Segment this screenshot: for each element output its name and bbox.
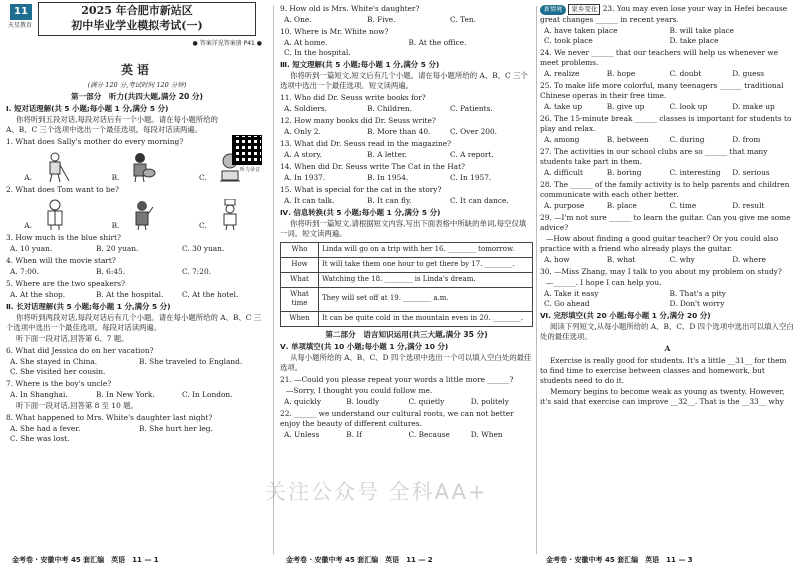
part1-title: 第一部分 听力(共四大题,满分 20 分) (71, 91, 203, 101)
q7-options (10, 390, 268, 400)
q8-options (10, 424, 268, 444)
qr-code-icon[interactable] (232, 135, 262, 165)
q11-option-a[interactable]: A. Soldiers. (284, 103, 328, 113)
question-9: 9. How old is Mrs. White's daughter? (280, 4, 420, 13)
q24-option-d[interactable]: D. guess (732, 69, 765, 79)
guitar-player-icon (122, 151, 162, 183)
doctor-icon (35, 199, 75, 231)
q5-option-a[interactable]: A. At the shop. (10, 290, 66, 300)
q15-option-a[interactable]: A. It can talk. (284, 195, 335, 205)
question-6: 6. What did Jessica do on her vacation? (6, 345, 154, 355)
q21-option-d[interactable]: D. politely (470, 396, 509, 406)
q2-option-b[interactable]: B. (112, 199, 163, 231)
q3-option-b[interactable]: B. 20 yuan. (96, 244, 139, 254)
q15-options (284, 196, 533, 206)
q9-option-c[interactable]: C. Ten. (450, 14, 476, 24)
q23-option-b[interactable]: B. will take place (669, 26, 734, 36)
table-row: What Watching the 18. ________ is Linda's dream. (281, 272, 533, 287)
section4-instructions: 你将听到一篇短文,请根据短文内容,写出下面表格中所缺的单词,每空仅填一词。短文读两遍。 (280, 218, 527, 238)
q2-option-c[interactable]: C. (199, 199, 250, 231)
exam-title-line2: 初中毕业学业模拟考试(一) (71, 19, 203, 32)
q9-option-a[interactable]: A. One. (284, 14, 312, 24)
question-24: 24. We never ______ that our teachers will help us whenever we meet problems. (540, 48, 779, 68)
q25-option-b[interactable]: B. give up (606, 101, 645, 111)
q8-option-b[interactable]: B. She hurt her leg. (139, 423, 213, 433)
q3-option-c[interactable]: C. 30 yuan. (182, 244, 225, 254)
q25-option-a[interactable]: A. take up (544, 101, 583, 111)
q30-option-d[interactable]: D. Don't worry (669, 298, 725, 308)
q15-option-b[interactable]: B. It can fly. (367, 195, 412, 205)
q1-option-a[interactable]: A. (24, 151, 75, 183)
question-15: 15. What is special for the cat in the story? (280, 184, 442, 194)
question-27: 27. The activities in our school clubs are so ______ that many students take part in them. (540, 146, 768, 166)
q6-option-a[interactable]: A. She stayed in China. (10, 356, 98, 366)
q30-option-b[interactable]: B. That's a pity (669, 288, 726, 298)
q10-option-b[interactable]: B. At the office. (408, 37, 467, 47)
new-context-tag: 新情境 (540, 5, 566, 15)
q11-options (284, 104, 533, 114)
subject-title: 英语 (120, 63, 153, 77)
q7-option-b[interactable]: B. In New York. (96, 389, 155, 399)
q30-options (544, 289, 795, 309)
q21-option-a[interactable]: A. quickly (284, 396, 322, 406)
q6-options (10, 357, 268, 377)
q2-pictures (6, 197, 268, 231)
q26-option-d[interactable]: D. from (732, 134, 761, 144)
q15-option-c[interactable]: C. It can dance. (450, 195, 509, 205)
q30-option-c[interactable]: C. Go ahead (544, 298, 590, 308)
q23-option-d[interactable]: D. take place (669, 36, 719, 46)
q21-option-b[interactable]: B. loudly (346, 396, 380, 406)
column-1 (6, 0, 268, 569)
exam-note: (满分 120 分,考试时间 120 分钟) (87, 81, 187, 90)
q1-pictures (6, 149, 268, 183)
section2-title: Ⅱ. 长对话理解(共 5 小题;每小题 1 分,满分 5 分) (6, 302, 171, 312)
question-3: 3. How much is the blue shirt? (6, 233, 121, 243)
question-2: 2. What does Tom want to be? (6, 185, 119, 195)
q12-option-b[interactable]: B. More than 40. (367, 126, 431, 136)
question-21-reply: —Sorry, I thought you could follow me. (286, 385, 433, 395)
q22-option-d[interactable]: D. When (470, 429, 503, 439)
q7-option-c[interactable]: C. In London. (182, 389, 233, 399)
q1-option-c[interactable]: C. (199, 151, 250, 183)
q2-option-a[interactable]: A. (24, 199, 75, 231)
table-row: When It can be quite cold in the mountain even in 20. ________. (281, 311, 533, 326)
q13-option-c[interactable]: C. A report. (450, 149, 494, 159)
passage-label: A (664, 343, 671, 353)
q9-option-b[interactable]: B. Five. (367, 14, 396, 24)
q4-option-c[interactable]: C. 7:20. (182, 267, 212, 277)
q26-option-a[interactable]: A. among (544, 134, 580, 144)
passage-paragraph-2: Memory begins to become weak as young as twenty. However, it's said that exercise can improve __32__. That is the __33__ why (540, 386, 785, 406)
question-7: 7. Where is the boy's uncle? (6, 378, 112, 388)
q5-option-c[interactable]: C. At the hotel. (182, 290, 239, 300)
q11-option-b[interactable]: B. Children. (367, 103, 413, 113)
q21-options (284, 397, 533, 407)
q13-option-b[interactable]: B. A letter. (367, 149, 407, 159)
q23-options (544, 26, 795, 46)
q4-options (10, 267, 268, 277)
q13-options (284, 150, 533, 160)
q10-option-c[interactable]: C. In the hospital. (284, 47, 351, 57)
q27-option-c[interactable]: C. interesting (669, 167, 721, 177)
q28-options (544, 201, 795, 211)
part2-title: 第二部分 语言知识运用(共三大题,满分 35 分) (325, 329, 488, 339)
q1-option-b[interactable]: B. (112, 151, 163, 183)
q10-option-a[interactable]: A. At home. (284, 37, 328, 47)
q6-option-c[interactable]: C. She visited her cousin. (10, 366, 106, 376)
question-29-reply: —How about finding a good guitar teacher? Or you could also practice with a friend who already plays the guitar. (540, 233, 779, 253)
q3-options (10, 244, 268, 254)
q21-option-c[interactable]: C. quietly (408, 396, 445, 406)
q14-options (284, 173, 533, 183)
q11-option-c[interactable]: C. Patients. (450, 103, 493, 113)
q5-options (10, 290, 268, 300)
topic-tag: 家乡变化 (568, 4, 600, 15)
singer-icon (122, 199, 162, 231)
q3-option-a[interactable]: A. 10 yuan. (10, 244, 53, 254)
q10-options (284, 38, 533, 58)
q30-option-a[interactable]: A. Take it easy (544, 288, 599, 298)
info-table (280, 242, 533, 327)
section6-title: Ⅵ. 完形填空(共 20 小题;每小题 1 分,满分 20 分) (540, 310, 711, 320)
question-5: 5. Where are the two speakers? (6, 279, 126, 289)
question-12: 12. How many books did Dr. Seuss write? (280, 115, 436, 125)
q24-option-a[interactable]: A. realize (544, 69, 580, 79)
q27-option-a[interactable]: A. difficult (544, 167, 583, 177)
question-13: 13. What did Dr. Seuss read in the magazine? (280, 138, 452, 148)
q14-option-b[interactable]: B. In 1954. (367, 172, 409, 182)
q4-option-a[interactable]: A. 7:00. (10, 267, 39, 277)
answer-reference: ● 答案详见答案册 P41 ● (192, 40, 262, 47)
table-row: What time They will set off at 19. ________ a.m. (281, 287, 533, 311)
q27-options (544, 168, 795, 178)
q14-option-c[interactable]: C. In 1957. (450, 172, 492, 182)
q27-option-d[interactable]: D. serious (732, 167, 770, 177)
publisher-brand: 天星教育 (8, 22, 33, 29)
section3-title: Ⅲ. 短文理解(共 5 小题;每小题 1 分,满分 5 分) (280, 59, 440, 69)
qr-label: 听力录音 (239, 167, 260, 173)
question-8: 8. What happened to Mrs. White's daughter last night? (6, 412, 213, 422)
q8-option-a[interactable]: A. She had a fever. (10, 423, 81, 433)
table-row: How It will take them one hour to get there by 17. ________. (281, 257, 533, 272)
footer-page-2: 金考卷 · 安徽中考 45 套汇编 英语 11 — 2 (286, 555, 433, 564)
column-3 (540, 0, 795, 569)
chef-icon (210, 199, 250, 231)
section2-instructions: 你将听到两段对话,每段对话后有几个小题。请在每小题所给的 A、B、C 三个选项中选出一个最佳选项。每段对话读两遍。 (6, 313, 262, 332)
question-1: 1. What does Sally's mother do every morning? (6, 137, 184, 147)
q29-option-d[interactable]: D. where (732, 254, 766, 264)
q28-option-b[interactable]: B. place (606, 200, 637, 210)
test-number-badge: 11 (10, 4, 32, 20)
question-4: 4. When will the movie start? (6, 256, 116, 266)
section1-instructions: 你将听到五段对话,每段对话后有一个小题。请在每小题所给的 A、B、C 三个选项中选出一个最佳选项。每段对话读两遍。 (6, 115, 218, 135)
q29-options (544, 255, 795, 265)
q8-option-c[interactable]: C. She was lost. (10, 433, 70, 443)
q24-options (544, 69, 795, 79)
question-30: 30. —Miss Zhang, may I talk to you about my problem on study? (540, 266, 782, 276)
q6-option-b[interactable]: B. She traveled to England. (139, 356, 243, 366)
q29-option-a[interactable]: A. how (544, 254, 570, 264)
question-29: 29. —I'm not sure ______ to learn the guitar. Can you give me some advice? (540, 212, 791, 232)
q27-option-b[interactable]: B. boring (606, 167, 642, 177)
table-row: Who Linda will go on a trip with her 16. ________ tomorrow. (281, 242, 533, 257)
question-21: 21. —Could you please repeat your words a little more ______? (280, 374, 514, 384)
section2-note-a: 听下面一段对话,回答第 6、7 题。 (16, 333, 129, 343)
passage-paragraph-1: Exercise is really good for students. It's a little __31__ for them to find time to exercise between classes and homework, but students need to do it. (540, 355, 787, 385)
exam-title-line1: 2025 年合肥市新站区 (81, 4, 193, 17)
question-22: 22. ______ we understand our cultural roots, we can not better enjoy the beauty of different cultures. (280, 408, 514, 428)
q22-option-a[interactable]: A. Unless (284, 429, 320, 439)
section1-title: Ⅰ. 短对话理解(共 5 小题;每小题 1 分,满分 5 分) (6, 104, 169, 114)
q26-option-b[interactable]: B. between (606, 134, 649, 144)
q24-option-b[interactable]: B. hope (606, 69, 636, 79)
question-11: 11. Who did Dr. Seuss write books for? (280, 92, 426, 102)
section5-instructions: 从每小题所给的 A、B、C、D 四个选项中选出一个可以填入空白处的最佳选项。 (280, 352, 532, 372)
q26-option-c[interactable]: C. during (669, 134, 705, 144)
q29-option-c[interactable]: C. why (669, 254, 695, 264)
sweeping-person-icon (35, 151, 75, 183)
q13-option-a[interactable]: A. A story. (284, 149, 323, 159)
question-14: 14. When did Dr. Seuss write The Cat in the Hat? (280, 161, 466, 171)
section6-instructions: 阅读下列短文,从每小题所给的 A、B、C、D 四个选项中选出可以填入空白处的最佳选项。 (540, 321, 794, 341)
question-10: 10. Where is Mr. White now? (280, 26, 389, 36)
q22-option-c[interactable]: C. Because (408, 429, 450, 439)
section5-title: Ⅴ. 单项填空(共 10 小题;每小题 1 分,满分 10 分) (280, 341, 449, 351)
q24-option-c[interactable]: C. doubt (669, 69, 702, 79)
q22-option-b[interactable]: B. If (346, 429, 363, 439)
question-26: 26. The 15-minute break ______ classes is important for students to play and relax. (540, 113, 792, 133)
q25-options (544, 102, 795, 112)
q25-option-c[interactable]: C. look up (669, 101, 708, 111)
question-23 (540, 4, 795, 25)
q28-option-a[interactable]: A. purpose (544, 200, 585, 210)
section4-title: Ⅳ. 信息转换(共 5 小题;每小题 1 分,满分 5 分) (280, 207, 441, 217)
q25-option-d[interactable]: D. make up (732, 101, 775, 111)
section3-instructions: 你将听到一篇短文,短文后有几个小题。请在每小题所给的 A、B、C 三个选项中选出一个最佳选项。短文读两遍。 (280, 70, 528, 90)
question-23-text: 23. You may even lose your way in Hefei because great changes ______ in recent years. (540, 4, 788, 25)
q26-options (544, 135, 795, 145)
q23-option-a[interactable]: A. have taken place (544, 26, 618, 36)
q12-options (284, 127, 533, 137)
q4-option-b[interactable]: B. 6:45. (96, 267, 126, 277)
question-28: 28. The ______ of the family activity is to help parents and children communicate with each other better. (540, 179, 790, 199)
q7-option-a[interactable]: A. In Shanghai. (10, 389, 68, 399)
question-30-reply: —______. I hope I can help you. (546, 277, 662, 287)
q22-options (284, 430, 533, 440)
q12-option-a[interactable]: A. Only 2. (284, 126, 321, 136)
q14-option-a[interactable]: A. In 1937. (284, 172, 326, 182)
q5-option-b[interactable]: B. At the hospital. (96, 290, 164, 300)
q23-option-c[interactable]: C. took place (544, 36, 593, 46)
page-header (6, 0, 268, 58)
footer-page-3: 金考卷 · 安徽中考 45 套汇编 英语 11 — 3 (546, 555, 693, 564)
q28-option-d[interactable]: D. result (732, 200, 765, 210)
q29-option-b[interactable]: B. what (606, 254, 636, 264)
question-25: 25. To make life more colorful, many teenagers ______ traditional Chinese operas in their free time. (540, 81, 784, 100)
section2-note-b: 听下面一段对话,回答第 8 至 10 题。 (16, 400, 138, 410)
q12-option-c[interactable]: C. Over 200. (450, 126, 498, 136)
watermark: 关注公众号 全科AA+ (265, 480, 488, 504)
q9-options (284, 15, 533, 25)
footer-page-1: 金考卷 · 安徽中考 45 套汇编 英语 11 — 1 (12, 555, 159, 564)
q28-option-c[interactable]: C. time (669, 200, 697, 210)
